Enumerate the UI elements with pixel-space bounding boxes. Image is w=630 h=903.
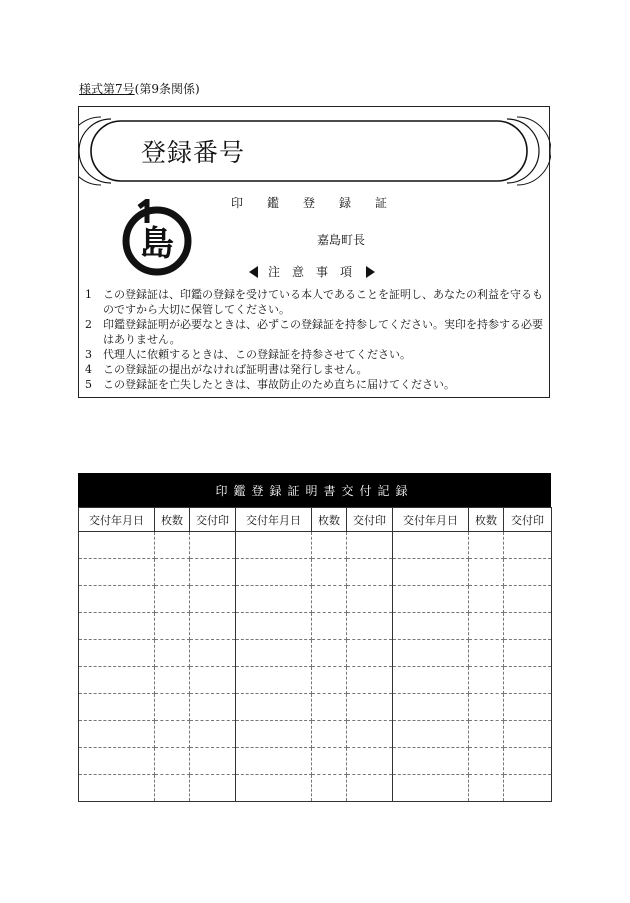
table-cell: [312, 559, 347, 586]
table-cell: [79, 694, 155, 721]
table-row: [79, 775, 552, 802]
table-cell: [393, 667, 469, 694]
table-cell: [190, 586, 236, 613]
table-cell: [504, 721, 552, 748]
notice-text: この登録証は、印鑑の登録を受けている本人であることを証明し、あなたの利益を守るものですから大切に保管してください。: [103, 288, 543, 316]
table-cell: [236, 559, 312, 586]
table-cell: [190, 694, 236, 721]
triangle-left-icon: [249, 266, 258, 278]
issuer-name: 嘉島町長: [317, 233, 366, 247]
table-cell: [469, 721, 504, 748]
table-cell: [469, 532, 504, 559]
issue-record-grid: [78, 507, 552, 802]
table-cell: [190, 721, 236, 748]
notice-heading-row: [249, 263, 375, 280]
notice-item: [85, 377, 547, 392]
form-number-label: [79, 80, 200, 97]
table-cell: [504, 694, 552, 721]
table-cell: [393, 748, 469, 775]
table-cell: [312, 775, 347, 802]
table-cell: [469, 613, 504, 640]
seal-registration-card: [78, 106, 550, 398]
column-header: 枚数: [312, 508, 347, 532]
table-cell: [347, 694, 393, 721]
table-cell: [155, 640, 190, 667]
table-cell: [469, 667, 504, 694]
table-cell: [312, 667, 347, 694]
table-cell: [347, 775, 393, 802]
table-row: [79, 667, 552, 694]
table-cell: [469, 559, 504, 586]
table-cell: [393, 694, 469, 721]
table-cell: [79, 640, 155, 667]
notice-text: 代理人に依頼するときは、この登録証を持参させてください。: [103, 348, 411, 361]
table-cell: [155, 694, 190, 721]
notice-number: 3: [85, 348, 92, 361]
notice-text: この登録証を亡失したときは、事故防止のため直ちに届けてください。: [103, 378, 455, 391]
issue-record-table: [78, 473, 551, 802]
table-cell: [312, 532, 347, 559]
table-row: [79, 748, 552, 775]
table-cell: [504, 586, 552, 613]
notice-item: [85, 287, 547, 317]
column-header: 枚数: [469, 508, 504, 532]
table-cell: [190, 613, 236, 640]
notice-number: 1: [85, 288, 92, 301]
table-cell: [155, 775, 190, 802]
table-cell: [347, 532, 393, 559]
table-cell: [504, 532, 552, 559]
table-cell: [79, 775, 155, 802]
notice-item: [85, 362, 547, 377]
table-cell: [393, 640, 469, 667]
table-row: [79, 640, 552, 667]
table-cell: [155, 586, 190, 613]
table-cell: [469, 748, 504, 775]
table-cell: [79, 613, 155, 640]
table-cell: [347, 559, 393, 586]
notice-item: [85, 317, 547, 347]
table-row: [79, 694, 552, 721]
table-cell: [504, 640, 552, 667]
table-cell: [190, 667, 236, 694]
registration-number-label: 登録番号: [141, 138, 246, 167]
table-cell: [79, 532, 155, 559]
table-cell: [347, 721, 393, 748]
notice-list: [85, 287, 547, 392]
table-row: [79, 721, 552, 748]
notice-number: 4: [85, 363, 92, 376]
notice-heading: 注意事項: [268, 265, 365, 279]
table-row: [79, 532, 552, 559]
table-cell: [79, 667, 155, 694]
table-cell: [236, 775, 312, 802]
table-cell: [79, 586, 155, 613]
table-cell: [236, 694, 312, 721]
notice-number: 2: [85, 318, 92, 331]
table-cell: [393, 532, 469, 559]
table-cell: [347, 667, 393, 694]
table-cell: [504, 667, 552, 694]
column-header: 交付年月日: [393, 508, 469, 532]
table-cell: [312, 640, 347, 667]
town-emblem-seal: [117, 199, 199, 281]
certificate-title: 印鑑登録証: [231, 196, 412, 210]
triangle-right-icon: [366, 266, 375, 278]
table-cell: [79, 721, 155, 748]
table-cell: [469, 586, 504, 613]
column-header: 交付年月日: [236, 508, 312, 532]
table-cell: [393, 586, 469, 613]
table-row: [79, 613, 552, 640]
notice-text: この登録証の提出がなければ証明書は発行しません。: [103, 363, 368, 376]
table-cell: [312, 748, 347, 775]
table-cell: [236, 721, 312, 748]
notice-text: 印鑑登録証明が必要なときは、必ずこの登録証を持参してください。実印を持参する必要はありません。: [103, 318, 543, 346]
table-cell: [393, 775, 469, 802]
table-cell: [347, 748, 393, 775]
table-cell: [155, 532, 190, 559]
notice-item: [85, 347, 547, 362]
table-cell: [469, 640, 504, 667]
table-cell: [236, 640, 312, 667]
table-cell: [393, 559, 469, 586]
table-cell: [504, 748, 552, 775]
form-number: 様式第7号: [79, 82, 135, 96]
table-cell: [236, 748, 312, 775]
table-cell: [469, 694, 504, 721]
table-row: [79, 559, 552, 586]
table-cell: [504, 775, 552, 802]
table-cell: [347, 586, 393, 613]
issue-record-rows: [79, 532, 552, 802]
issue-record-title: 印鑑登録証明書交付記録: [78, 473, 551, 507]
table-cell: [190, 748, 236, 775]
table-cell: [393, 613, 469, 640]
table-cell: [79, 748, 155, 775]
table-cell: [504, 559, 552, 586]
table-cell: [190, 775, 236, 802]
table-cell: [469, 775, 504, 802]
table-cell: [312, 586, 347, 613]
table-cell: [236, 613, 312, 640]
table-cell: [155, 559, 190, 586]
table-cell: [155, 748, 190, 775]
table-cell: [312, 694, 347, 721]
seal-character: 島: [140, 224, 174, 264]
table-cell: [312, 721, 347, 748]
table-cell: [79, 559, 155, 586]
column-header: 交付年月日: [79, 508, 155, 532]
table-cell: [236, 667, 312, 694]
table-cell: [236, 586, 312, 613]
column-header: 交付印: [504, 508, 552, 532]
table-cell: [504, 613, 552, 640]
column-header: 交付印: [190, 508, 236, 532]
table-cell: [347, 640, 393, 667]
column-header: 枚数: [155, 508, 190, 532]
table-cell: [190, 559, 236, 586]
table-cell: [190, 640, 236, 667]
table-cell: [155, 613, 190, 640]
form-article-reference: (第9条関係): [134, 82, 200, 96]
column-header: 交付印: [347, 508, 393, 532]
table-cell: [312, 613, 347, 640]
table-row: [79, 586, 552, 613]
table-cell: [155, 667, 190, 694]
table-cell: [236, 532, 312, 559]
table-cell: [190, 532, 236, 559]
table-cell: [347, 613, 393, 640]
column-header-row: [79, 508, 552, 532]
table-cell: [155, 721, 190, 748]
table-cell: [393, 721, 469, 748]
notice-number: 5: [85, 378, 92, 391]
